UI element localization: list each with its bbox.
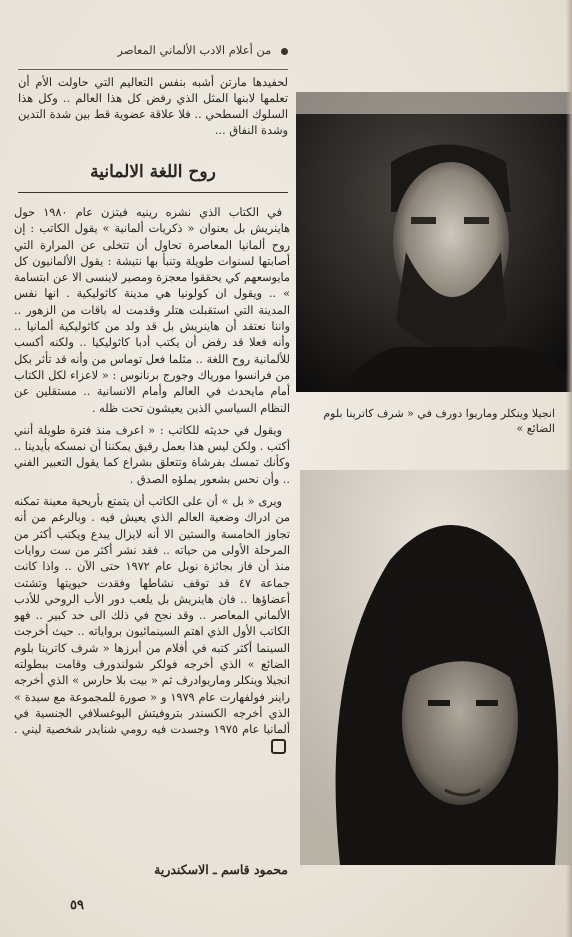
photo-caption: انجيلا وينكلر وماريوا دورف في « شرف كاترينا بلوم الضائع » bbox=[323, 407, 555, 435]
section-title: روح اللغة الالمانية bbox=[18, 158, 288, 193]
paragraph-text: ويرى « بل » أن على الكاتب أن يتمتع بأريحية معينة تمكنه من ادراك وضعية العالم الذي يعيش فيه . وبالرغم من أنه تجاوز الخامسة والستين الا أنه لايزال يبدع ويكتب أكثر من المرحلة الأولى من حياته .. فقد نشر أكثر من ست روايات منذ أن فاز بجائزة نوبل عام ١٩٧٢ حتى الآن .. واذا كانت جماعة ٤٧ قد توقف نشاطها وفقدت حيويتها وتشتت أعضاؤها .. فان هاينريش بل يلعب دور الأب الروحي للأدب الألماني المعاصر .. وقد نجح في ذلك الى حد كبير .. فهو الكاتب الأول الذي اهتم السينمائيون برواياته .. حيث أخرجت السينما أكثر كتبه في أفلام من أبرزها « شرف كاترينا بلوم الضائع » الذي أخرجه فولكر شولندورف وقامت ببطولته انجيلا وينكلر وماريوادرف ثم « بيت بلا حارس » الذي أخرجه راينر فولفهارت عام ١٩٧٩ و « صورة للمجموعة مع سيدة » الذي أخرجه الكسندر بتروفيتش اليوغسلافي الجنسية في ألمانيا عام ١٩٧٥ وجسدت فيه رومي شنايدر شخصية ليني . bbox=[14, 495, 290, 737]
series-header bbox=[18, 43, 288, 70]
square-end-mark-icon bbox=[271, 739, 286, 754]
page-edge-shadow bbox=[566, 0, 572, 937]
portrait-photo-man bbox=[296, 92, 572, 392]
page-number: ٥٩ bbox=[70, 898, 84, 913]
paragraph bbox=[14, 494, 290, 755]
author-byline: محمود قاسم ـ الاسكندرية bbox=[154, 862, 288, 877]
series-title: من أعلام الادب الألماني المعاصر bbox=[117, 43, 272, 57]
paragraph: ويقول في حديثه للكاتب : « اعرف منذ فترة طويلة أنني أكتب . ولكن ليس هذا بعمل رقيق يمكننا أن نمسكه بأيدينا .. وكأنك تمسك بفرشاة وتتعلق بشراع كما يقول التعبير الفني .. وأن نحس بشعور يملؤه الصدق . bbox=[14, 423, 290, 486]
paragraph: في الكتاب الذي نشره رينيه فيتزن عام ١٩٨٠ حول هاينريش بل بعنوان « ذكريات ألمانية » يقول الكاتب : إن روح ألمانيا المعاصرة تحاول أن تتخلى عن المرارة التي أصابتها لسنوات طويلة وتنبأ بها نتيشة : يقول الألمانيون كل مايوسعهم كي يحققوا معجزة ومصير لاينسى الا عن ابتسامة » .. ويقول ان كولونيا هي مدينة كاثوليكية . انها نفس المدينة التي استقبلت هتلر وقدمت له باقات من الزهور .. واننا نعتقد أن هاينريش بل قد ولد من كاثوليكية ألمانيا .. وأنه فعلا قد رفض أن يكتب أدبا كاثوليكيا .. ولكنه أكسب للألمانية روح اللغة .. مثلما فعل توماس من وأنه قد تأثر بكل من فرانسوا مورياك وجورج برنانوس : « لاعزاء لكل الكتاب أمام مايحدث في العالم وأمام الانسانية .. مستقلين عن النظام السياسي الذين يعيشون تحت ظله . bbox=[14, 206, 290, 415]
portrait-photo-woman bbox=[300, 470, 572, 865]
intro-paragraph: لحفيدها مارتن أشبه بنفس التعاليم التي حاولت الأم أن تعلمها لابنها المثل الذي رفض كل هذا العالم .. وكل هذا السلوك السطحي .. فلا علاقة عضوية قط بين شدة التدين وشدة النفاق ... bbox=[18, 75, 288, 137]
article-body bbox=[14, 205, 290, 845]
bullet-icon bbox=[281, 48, 288, 55]
